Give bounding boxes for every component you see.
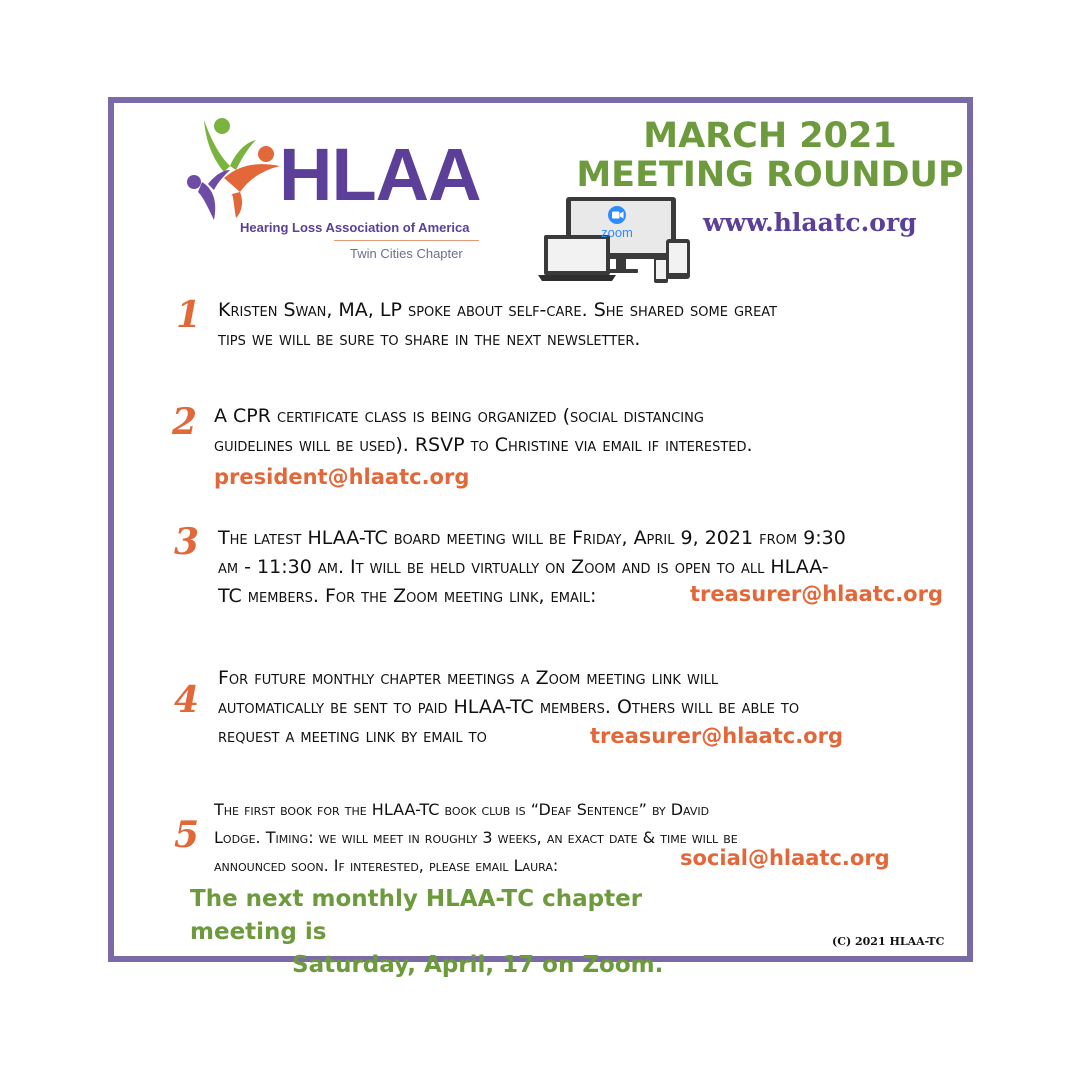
logo-org-name: Hearing Loss Association of America — [240, 220, 470, 235]
item-2-text — [214, 402, 753, 460]
item-5-line-1: The first book for the HLAA-TC book club is “Deaf Sentence” by David — [214, 800, 710, 819]
item-4-line-3: request a meeting link by email to — [218, 725, 487, 747]
email-treasurer-2[interactable]: treasurer@hlaatc.org — [590, 724, 843, 748]
item-4-line-1: For future monthly chapter meetings a Zoom meeting link will — [218, 667, 719, 689]
title-line-2: MEETING ROUNDUP — [576, 155, 964, 195]
email-treasurer-1[interactable]: treasurer@hlaatc.org — [690, 582, 943, 606]
logo-wordmark: HLAA — [279, 133, 481, 216]
item-3-line-1: The latest HLAA-TC board meeting will be Friday, April 9, 2021 from 9:30 — [218, 527, 846, 549]
zoom-label: zoom — [601, 225, 633, 240]
item-4-line-2: automatically be sent to paid HLAA-TC members. Others will be able to — [218, 696, 800, 718]
item-2-line-2: guidelines will be used). RSVP to Christine via email if interested. — [214, 434, 753, 456]
next-meeting-line-1: The next monthly HLAA-TC chapter meeting is — [190, 886, 643, 945]
item-number-4: 4 — [174, 679, 200, 721]
zoom-devices-icon — [538, 195, 698, 290]
page-title — [570, 117, 970, 195]
title-line-1: MARCH 2021 — [643, 116, 897, 156]
next-meeting-notice — [190, 883, 720, 982]
item-number-3: 3 — [174, 521, 200, 563]
item-1-line-2: tips we will be sure to share in the next newsletter. — [218, 328, 641, 350]
item-number-2: 2 — [172, 401, 198, 443]
item-number-5: 5 — [174, 814, 200, 856]
item-5-text — [214, 796, 738, 880]
item-number-1: 1 — [176, 294, 202, 336]
website-link[interactable]: www.hlaatc.org — [703, 208, 917, 237]
item-2-line-1: A CPR certificate class is being organized (social distancing — [214, 405, 704, 427]
email-president[interactable]: president@hlaatc.org — [214, 465, 470, 489]
item-3-line-2: am - 11:30 am. It will be held virtually on Zoom and is open to all HLAA- — [218, 556, 829, 578]
item-5-line-3: announced soon. If interested, please email Laura: — [214, 856, 559, 875]
copyright-notice: (C) 2021 HLAA-TC — [832, 935, 945, 948]
email-social[interactable]: social@hlaatc.org — [680, 846, 890, 870]
logo-chapter-name: Twin Cities Chapter — [350, 246, 463, 261]
hlaa-logo — [184, 112, 494, 272]
people-figures-icon — [184, 112, 294, 222]
item-1-line-1: Kristen Swan, MA, LP spoke about self-care. She shared some great — [218, 299, 778, 321]
logo-divider — [334, 240, 479, 241]
item-3-line-3: TC members. For the Zoom meeting link, email: — [218, 585, 597, 607]
item-5-line-2: Lodge. Timing: we will meet in roughly 3 weeks, an exact date & time will be — [214, 828, 738, 847]
item-1-text — [218, 296, 777, 354]
next-meeting-line-2: Saturday, April, 17 on Zoom. — [292, 952, 664, 978]
